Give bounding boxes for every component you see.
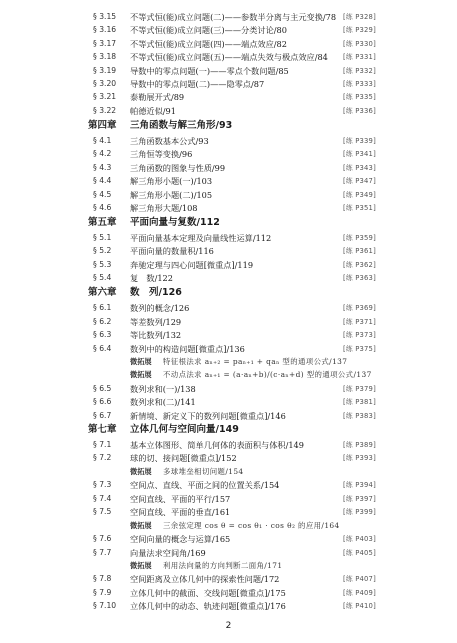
extension-tag: 微拓展 — [130, 521, 152, 530]
practice-page-ref: [练 P393] — [343, 454, 376, 462]
toc-entry[interactable] — [0, 38, 457, 50]
extension-entry[interactable] — [0, 560, 457, 572]
toc-entry[interactable] — [0, 245, 457, 257]
extension-tag: 微拓展 — [130, 467, 152, 476]
section-title: 三角函数的图象与性质/99 — [130, 163, 226, 173]
toc-entry[interactable] — [0, 11, 457, 23]
section-title: 泰勒展开式/89 — [130, 92, 185, 102]
section-number: § 7.8 — [93, 574, 112, 583]
extension-tag: 微拓展 — [130, 370, 152, 379]
toc-entry[interactable] — [0, 51, 457, 63]
section-title: 解三角形小题(二)/105 — [130, 190, 213, 200]
section-title: 复 数/122 — [130, 273, 173, 283]
section-number: § 5.3 — [93, 260, 112, 269]
section-number: § 6.1 — [93, 303, 112, 312]
practice-page-ref: [练 P332] — [343, 67, 376, 75]
toc-entry[interactable] — [0, 78, 457, 90]
section-number: § 7.2 — [93, 453, 112, 462]
toc-entry[interactable] — [0, 259, 457, 271]
practice-page-ref: [练 P371] — [343, 318, 376, 326]
toc-entry[interactable] — [0, 573, 457, 585]
section-number: § 3.20 — [93, 79, 117, 88]
section-title: 向量法求空间角/169 — [130, 548, 206, 558]
section-number: § 6.6 — [93, 397, 112, 406]
section-number: § 4.5 — [93, 190, 112, 199]
section-title: 数列求和(二)/141 — [130, 397, 196, 407]
section-number: § 4.6 — [93, 203, 112, 212]
section-title: 不等式恒(能)成立问题(五)——端点失效与极点效应/84 — [130, 52, 328, 62]
section-title: 数列求和(一)/138 — [130, 384, 196, 394]
toc-entry[interactable] — [0, 329, 457, 341]
toc-entry[interactable] — [0, 162, 457, 174]
chapter-title: 数 列/126 — [130, 287, 182, 298]
page-number: 2 — [225, 621, 232, 631]
extension-entry[interactable] — [0, 466, 457, 478]
section-number: § 6.5 — [93, 384, 112, 393]
section-number: § 3.17 — [93, 39, 117, 48]
chapter-title: 平面向量与复数/112 — [130, 217, 220, 228]
toc-entry[interactable] — [0, 410, 457, 422]
extension-entry[interactable] — [0, 369, 457, 381]
toc-entry[interactable] — [0, 232, 457, 244]
chapter-number: 第五章 — [88, 217, 117, 228]
practice-page-ref: [练 P397] — [343, 495, 376, 503]
practice-page-ref: [练 P369] — [343, 304, 376, 312]
section-title: 导数中的零点问题(一)——零点个数问题/85 — [130, 66, 289, 76]
practice-page-ref: [练 P331] — [343, 53, 376, 61]
section-number: § 4.3 — [93, 163, 112, 172]
toc-entry[interactable] — [0, 343, 457, 355]
toc-entry[interactable] — [0, 533, 457, 545]
extension-title: 多球堆垒相切问题/154 — [163, 467, 244, 476]
practice-page-ref: [练 P341] — [343, 150, 376, 158]
practice-page-ref: [练 P335] — [343, 93, 376, 101]
chapter-number: 第四章 — [88, 120, 117, 131]
chapter-heading[interactable] — [0, 216, 457, 230]
extension-entry[interactable] — [0, 356, 457, 368]
practice-page-ref: [练 P333] — [343, 80, 376, 88]
section-title: 等比数列/132 — [130, 330, 182, 340]
section-number: § 6.3 — [93, 330, 112, 339]
section-title: 空间点、直线、平面之间的位置关系/154 — [130, 480, 280, 490]
toc-entry[interactable] — [0, 439, 457, 451]
section-number: § 4.4 — [93, 176, 112, 185]
section-title: 三角恒等变换/96 — [130, 149, 193, 159]
section-number: § 6.2 — [93, 317, 112, 326]
practice-page-ref: [练 P379] — [343, 385, 376, 393]
toc-entry[interactable] — [0, 316, 457, 328]
chapter-number: 第七章 — [88, 424, 117, 435]
chapter-heading[interactable] — [0, 286, 457, 300]
toc-entry[interactable] — [0, 396, 457, 408]
section-number: § 5.1 — [93, 233, 112, 242]
chapter-title: 三角函数与解三角形/93 — [130, 120, 233, 131]
chapter-heading[interactable] — [0, 423, 457, 437]
section-title: 三角函数基本公式/93 — [130, 136, 209, 146]
chapter-heading[interactable] — [0, 119, 457, 133]
toc-entry[interactable] — [0, 175, 457, 187]
practice-page-ref: [练 P359] — [343, 234, 376, 242]
practice-page-ref: [练 P343] — [343, 164, 376, 172]
practice-page-ref: [练 P339] — [343, 137, 376, 145]
toc-entry[interactable] — [0, 91, 457, 103]
practice-page-ref: [练 P329] — [343, 26, 376, 34]
practice-page-ref: [练 P336] — [343, 107, 376, 115]
practice-page-ref: [练 P351] — [343, 204, 376, 212]
section-title: 立体几何中的截面、交线问题[微重点]/175 — [130, 588, 286, 598]
section-number: § 3.15 — [93, 12, 117, 21]
toc-entry[interactable] — [0, 506, 457, 518]
section-title: 空间距离及立体几何中的探索性问题/172 — [130, 574, 280, 584]
section-title: 立体几何中的动态、轨迹问题[微重点]/176 — [130, 601, 286, 611]
section-number: § 3.19 — [93, 66, 117, 75]
toc-entry[interactable] — [0, 202, 457, 214]
section-title: 球的切、接问题[微重点]/152 — [130, 453, 237, 463]
section-title: 不等式恒(能)成立问题(三)——分类讨论/80 — [130, 25, 287, 35]
practice-page-ref: [练 P363] — [343, 274, 376, 282]
toc-entry[interactable] — [0, 135, 457, 147]
practice-page-ref: [练 P373] — [343, 331, 376, 339]
toc-entry[interactable] — [0, 547, 457, 559]
practice-page-ref: [练 P394] — [343, 481, 376, 489]
section-number: § 5.4 — [93, 273, 112, 282]
section-number: § 7.10 — [93, 601, 117, 610]
extension-title: 特征根法求 aₙ₊₂ = paₙ₊₁ + qaₙ 型的通项公式/137 — [163, 357, 348, 366]
section-title: 空间直线、平面的平行/157 — [130, 494, 231, 504]
section-title: 奔驰定理与四心问题[微重点]/119 — [130, 260, 254, 270]
section-title: 基本立体图形、简单几何体的表面积与体积/149 — [130, 440, 304, 450]
practice-page-ref: [练 P347] — [343, 177, 376, 185]
section-title: 空间直线、平面的垂直/161 — [130, 507, 231, 517]
section-title: 帕德近似/91 — [130, 106, 176, 116]
section-number: § 7.1 — [93, 440, 112, 449]
section-title: 空间向量的概念与运算/165 — [130, 534, 231, 544]
practice-page-ref: [练 P409] — [343, 589, 376, 597]
section-title: 解三角形大题/108 — [130, 203, 198, 213]
section-number: § 4.2 — [93, 149, 112, 158]
section-number: § 7.7 — [93, 548, 112, 557]
extension-title: 三余弦定理 cos θ = cos θ₁ · cos θ₂ 的应用/164 — [163, 521, 340, 530]
section-title: 新情境、新定义下的数列问题[微重点]/146 — [130, 411, 286, 421]
practice-page-ref: [练 P399] — [343, 508, 376, 516]
toc-entry[interactable] — [0, 493, 457, 505]
toc-entry[interactable] — [0, 24, 457, 36]
practice-page-ref: [练 P405] — [343, 549, 376, 557]
toc-entry[interactable] — [0, 302, 457, 314]
toc-entry[interactable] — [0, 189, 457, 201]
practice-page-ref: [练 P349] — [343, 191, 376, 199]
section-number: § 7.5 — [93, 507, 112, 516]
section-title: 数列的概念/126 — [130, 303, 190, 313]
practice-page-ref: [练 P375] — [343, 345, 376, 353]
chapter-number: 第六章 — [88, 287, 117, 298]
extension-title: 不动点法求 aₙ₊₁ = (a·aₙ+b)/(c·aₙ+d) 型的通项公式/137 — [163, 370, 372, 379]
practice-page-ref: [练 P403] — [343, 535, 376, 543]
section-title: 不等式恒(能)成立问题(四)——端点效应/82 — [130, 39, 287, 49]
section-number: § 3.18 — [93, 52, 117, 61]
section-number: § 3.21 — [93, 92, 117, 101]
section-number: § 7.9 — [93, 588, 112, 597]
toc-entry[interactable] — [0, 105, 457, 117]
practice-page-ref: [练 P407] — [343, 575, 376, 583]
extension-entry[interactable] — [0, 520, 457, 532]
section-title: 平面向量的数量积/116 — [130, 246, 214, 256]
toc-entry[interactable] — [0, 452, 457, 464]
practice-page-ref: [练 P381] — [343, 398, 376, 406]
section-number: § 5.2 — [93, 246, 112, 255]
practice-page-ref: [练 P330] — [343, 40, 376, 48]
section-number: § 6.4 — [93, 344, 112, 353]
section-title: 数列中的构造问题[微重点]/136 — [130, 344, 245, 354]
practice-page-ref: [练 P328] — [343, 13, 376, 21]
section-number: § 7.4 — [93, 494, 112, 503]
toc-entry[interactable] — [0, 600, 457, 612]
section-title: 导数中的零点问题(二)——隐零点/87 — [130, 79, 265, 89]
extension-tag: 微拓展 — [130, 357, 152, 366]
section-number: § 7.6 — [93, 534, 112, 543]
extension-tag: 微拓展 — [130, 561, 152, 570]
toc-entry[interactable] — [0, 148, 457, 160]
extension-title: 利用法向量的方向判断二面角/171 — [163, 561, 283, 570]
section-title: 等差数列/129 — [130, 317, 182, 327]
chapter-title: 立体几何与空间向量/149 — [130, 424, 239, 435]
section-number: § 3.22 — [93, 106, 117, 115]
toc-entry[interactable] — [0, 272, 457, 284]
section-number: § 4.1 — [93, 136, 112, 145]
section-number: § 7.3 — [93, 480, 112, 489]
practice-page-ref: [练 P410] — [343, 602, 376, 610]
section-title: 不等式恒(能)成立问题(二)——参数半分离与主元变换/78 — [130, 12, 337, 22]
section-number: § 3.16 — [93, 25, 117, 34]
practice-page-ref: [练 P362] — [343, 261, 376, 269]
section-number: § 6.7 — [93, 411, 112, 420]
practice-page-ref: [练 P389] — [343, 441, 376, 449]
toc-entry[interactable] — [0, 479, 457, 491]
practice-page-ref: [练 P383] — [343, 412, 376, 420]
section-title: 平面向量基本定理及向量线性运算/112 — [130, 233, 272, 243]
practice-page-ref: [练 P361] — [343, 247, 376, 255]
toc-entry[interactable] — [0, 383, 457, 395]
toc-entry[interactable] — [0, 587, 457, 599]
toc-entry[interactable] — [0, 65, 457, 77]
section-title: 解三角形小题(一)/103 — [130, 176, 213, 186]
